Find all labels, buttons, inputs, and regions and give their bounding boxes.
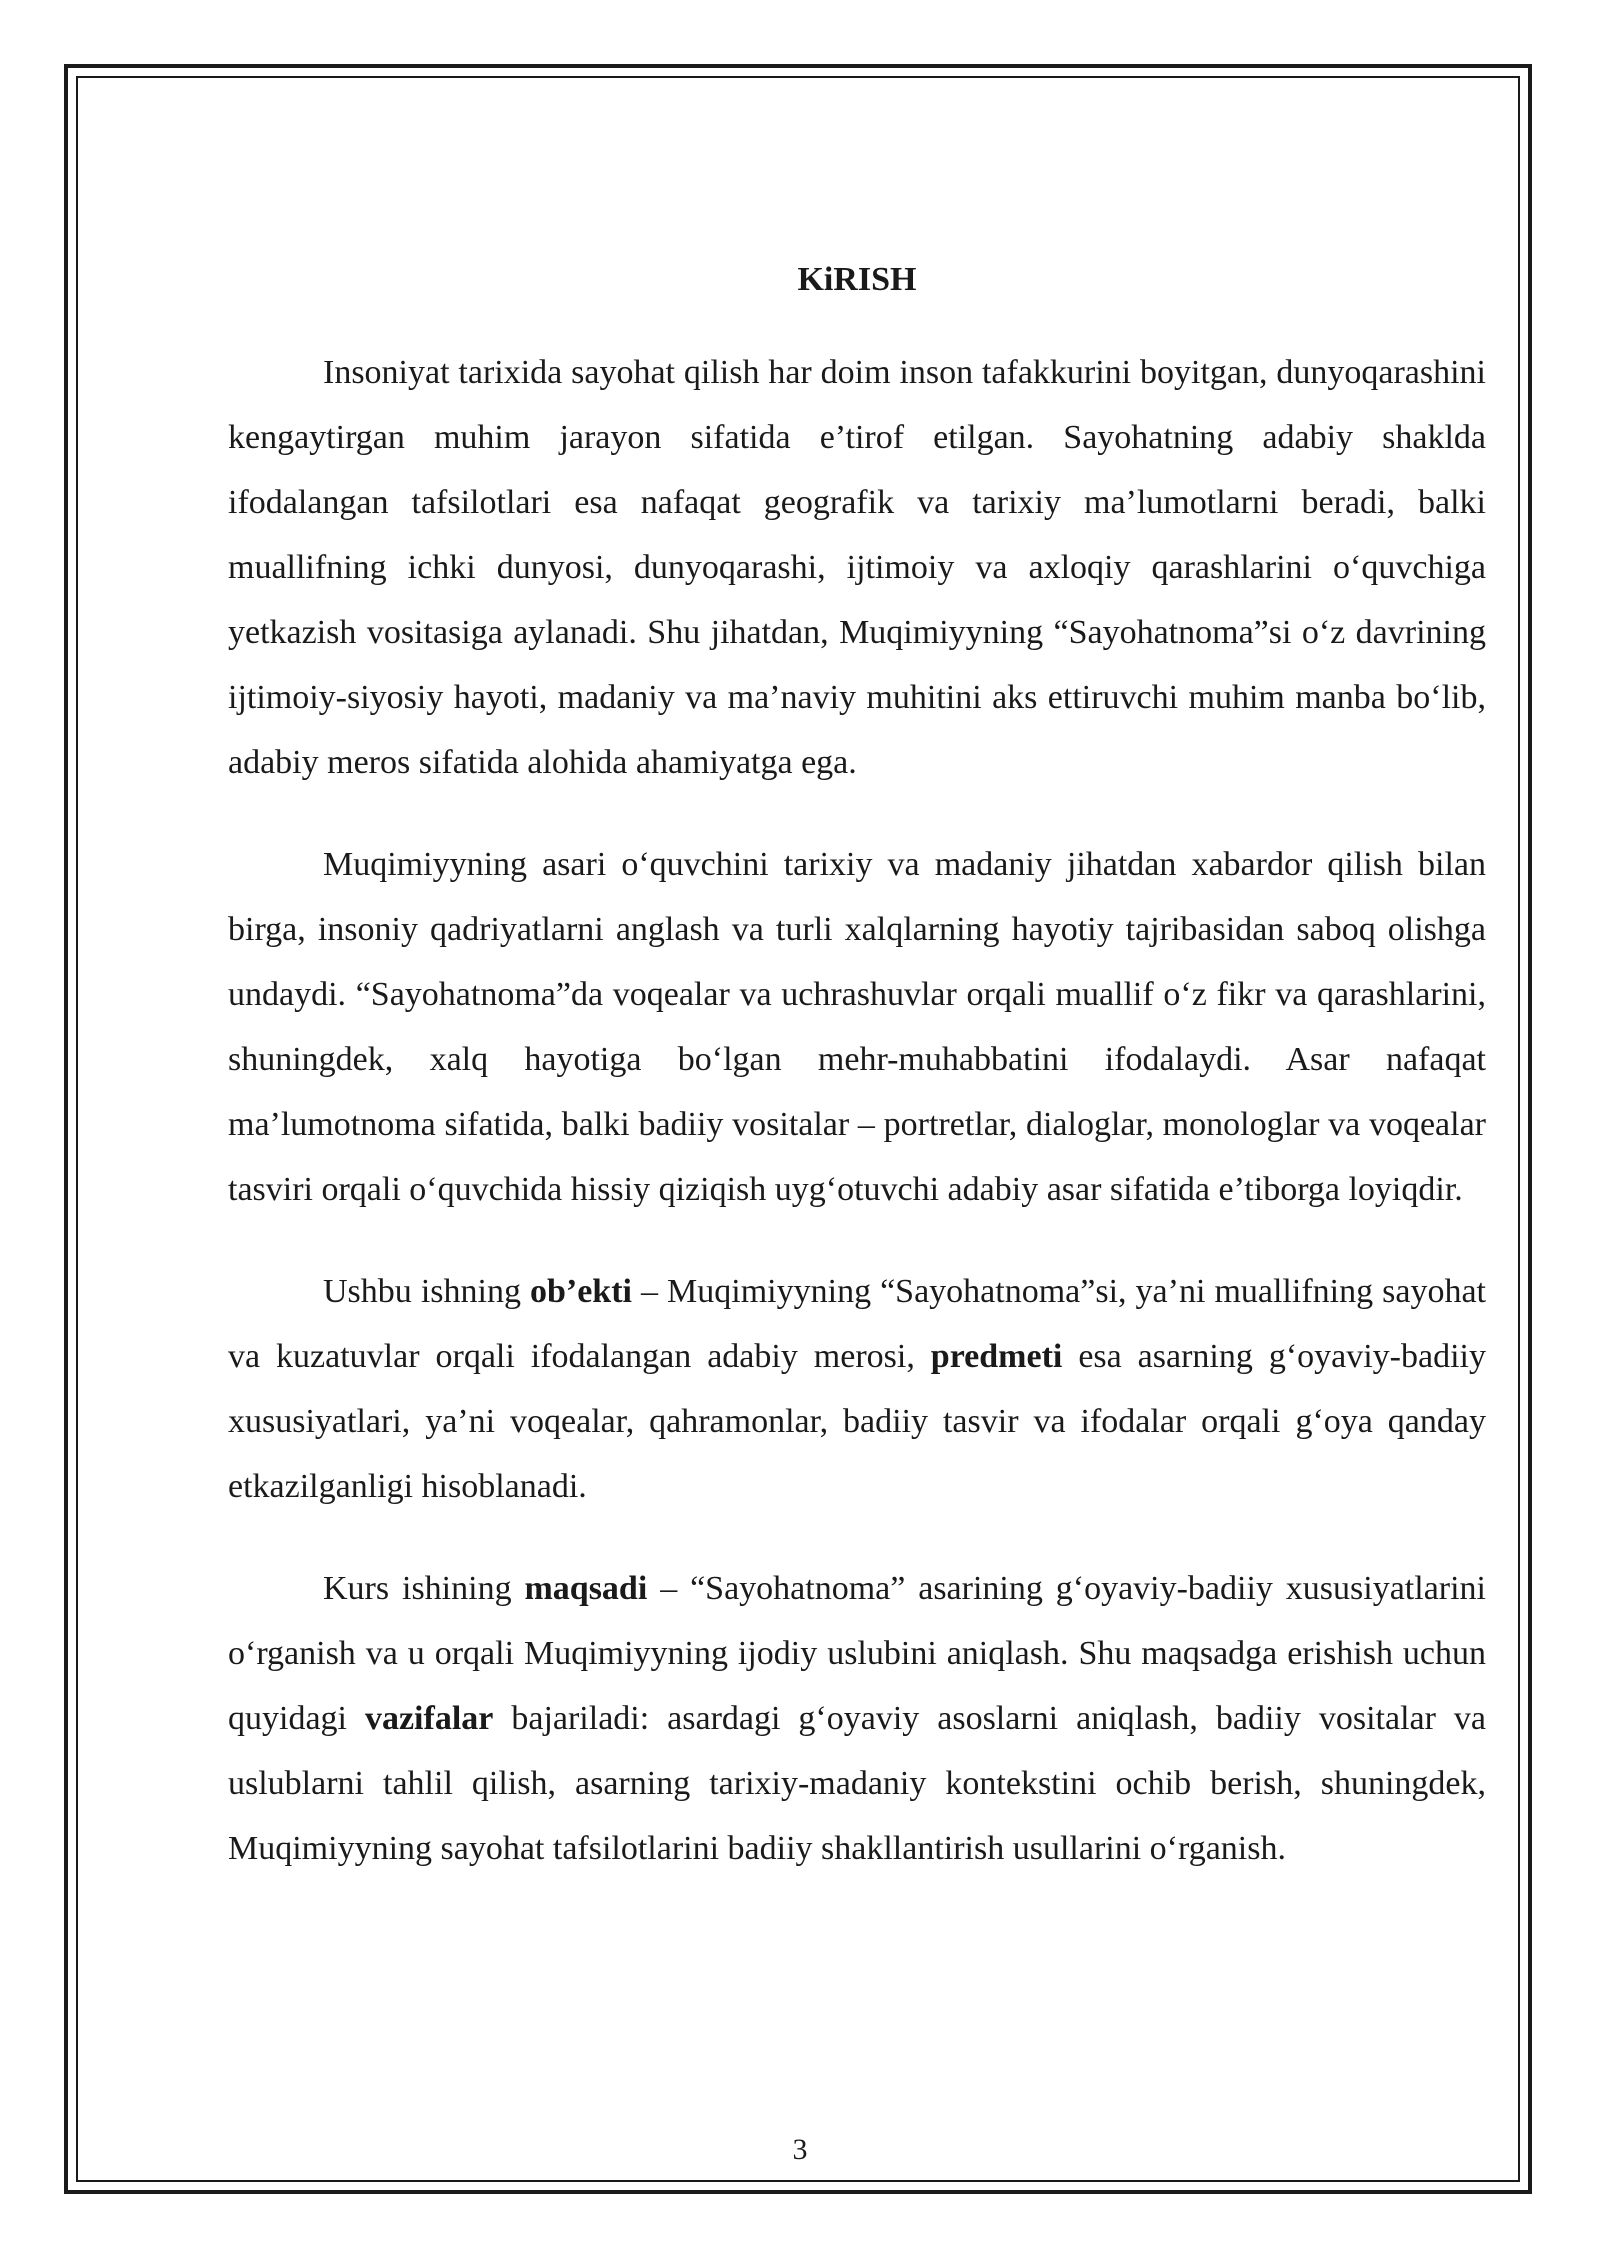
paragraph-text: Kurs ishining — [323, 1570, 525, 1607]
paragraph-goal-tasks — [228, 1556, 1486, 1881]
bold-term-subject: predmeti — [930, 1338, 1063, 1375]
bold-term-tasks: vazifalar — [364, 1700, 494, 1737]
paragraph-text: bajariladi: asardagi g‘oyaviy asoslarni aniqlash, badiiy vositalar va uslublarni tahlil qilish, asarning tarixiy-madaniy kontekstini ochib berish, shuningdek, Muqimiyyning sayohat tafsilotlarini badiiy shakllantirish usullarini o‘rganish. — [228, 1700, 1486, 1867]
paragraph-object-subject — [228, 1259, 1486, 1519]
bold-term-goal: maqsadi — [524, 1570, 648, 1607]
paragraph-text: – “Sayohatnoma” asarining g‘oyaviy-badiiy xususiyatlarini o‘rganish va u orqali Muqimiyyning ijodiy uslubini aniqlash. Shu maqsadga erishish uchun quyidagi — [228, 1570, 1486, 1737]
paragraph-text: – Muqimiyyning “Sayohatnoma”si, ya’ni muallifning sayohat va kuzatuvlar orqali ifodalangan adabiy merosi, — [228, 1273, 1486, 1375]
bold-term-object: ob’ekti — [529, 1273, 632, 1310]
paragraph-work-description: Muqimiyyning asari o‘quvchini tarixiy va madaniy jihatdan xabardor qilish bilan birga, insoniy qadriyatlarni anglash va turli xalqlarning hayotiy tajribasidan saboq olishga undaydi. “Sayohatnoma”da voqealar va uchrashuvlar orqali muallif o‘z fikr va qarashlarini, shuningdek, xalq hayotiga bo‘lgan mehr-muhabbatini ifodalaydi. Asar nafaqat ma’lumotnoma sifatida, balki badiiy vositalar – portretlar, dialoglar, monologlar va voqealar tasviri orqali o‘quvchida hissiy qiziqish uyg‘otuvchi adabiy asar sifatida e’tiborga loyiqdir. — [228, 846, 1486, 1208]
section-heading: KiRISH — [797, 261, 917, 298]
paragraph-introduction: Insoniyat tarixida sayohat qilish har doim inson tafakkurini boyitgan, dunyoqarashini kengaytirgan muhim jarayon sifatida e’tirof etilgan. Sayohatning adabiy shaklda ifodalangan tafsilotlari esa nafaqat geografik va tarixiy ma’lumotlarni beradi, balki muallifning ichki dunyosi, dunyoqarashi, ijtimoiy va axloqiy qarashlarini o‘quvchiga yetkazish vositasiga aylanadi. Shu jihatdan, Muqimiyyning “Sayohatnoma”si o‘z davrining ijtimoiy-siyosiy hayoti, madaniy va ma’naviy muhitini aks ettiruvchi muhim manba bo‘lib, adabiy meros sifatida alohida ahamiyatga ega. — [228, 354, 1486, 781]
paragraph-text: Ushbu ishning — [323, 1273, 530, 1310]
page-number: 3 — [792, 2133, 808, 2166]
paragraph-text: esa asarning g‘oyaviy-badiiy xususiyatlari, ya’ni voqealar, qahramonlar, badiiy tasvir va ifodalar orqali g‘oya qanday etkazilganligi hisoblanadi. — [228, 1338, 1486, 1505]
document-body — [228, 250, 1486, 1918]
